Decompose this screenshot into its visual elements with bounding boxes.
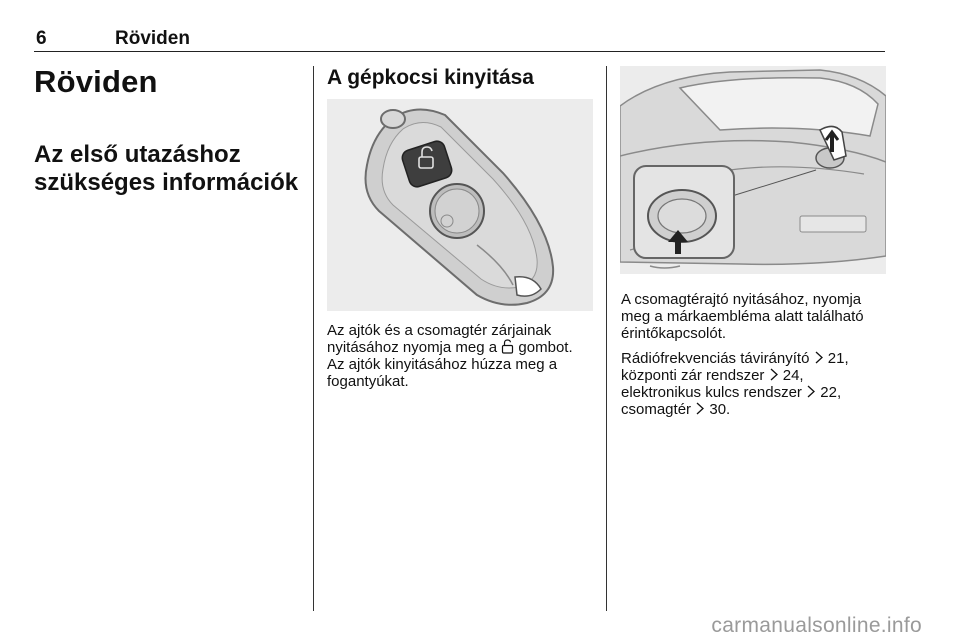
column-divider	[313, 66, 314, 611]
page-reference-arrow-icon	[769, 368, 779, 381]
reference-text: elektronikus kulcs rendszer	[621, 384, 802, 401]
watermark: carmanualsonline.info	[711, 614, 922, 637]
subsection-heading: A gépkocsi kinyitása	[327, 66, 534, 89]
header-rule	[34, 51, 885, 52]
reference-text: központi zár rendszer	[621, 367, 765, 384]
section-title-line: szükséges információk	[34, 169, 299, 196]
cross-reference-link[interactable]	[621, 367, 889, 384]
cross-references	[621, 350, 889, 418]
section-title	[34, 141, 304, 197]
page-number: 6	[36, 28, 47, 49]
reference-page: 22,	[820, 384, 842, 401]
text-line: érintőkapcsolót.	[621, 325, 727, 342]
reference-text: Rádiófrekvenciás távirányító	[621, 350, 810, 367]
cross-reference-link[interactable]	[621, 350, 889, 367]
text-line: A csomagtérajtó nyitásához, nyomja	[621, 291, 862, 308]
reference-text: csomagtér	[621, 401, 692, 418]
reference-page: 21,	[827, 350, 849, 367]
text-span: gombot.	[514, 339, 573, 356]
unlock-icon	[501, 339, 514, 354]
section-title-line: Az első utazáshoz	[34, 141, 241, 168]
cross-reference-link[interactable]	[621, 384, 889, 401]
running-header: Röviden	[115, 28, 190, 49]
cross-reference-link[interactable]	[621, 401, 889, 418]
tailgate-image	[620, 66, 886, 274]
unlock-instructions	[327, 322, 602, 390]
tailgate-instructions	[621, 291, 889, 342]
text-line: Az ajtók kinyitásához húzza meg a	[327, 356, 558, 373]
text-line: Az ajtók és a csomagtér zárjainak	[327, 322, 552, 339]
reference-page: 30.	[709, 401, 731, 418]
page-reference-arrow-icon	[814, 351, 824, 364]
column-divider	[606, 66, 607, 611]
text-line: fogantyúkat.	[327, 373, 409, 390]
text-line	[327, 339, 602, 356]
reference-page: 24,	[782, 367, 804, 384]
page-reference-arrow-icon	[695, 402, 705, 415]
text-line: meg a márkaembléma alatt található	[621, 308, 864, 325]
text-span: nyitásához nyomja meg a	[327, 339, 502, 356]
remote-key-image	[327, 99, 593, 311]
remote-key-figure	[327, 99, 593, 311]
page-reference-arrow-icon	[806, 385, 816, 398]
chapter-title: Röviden	[34, 64, 158, 99]
tailgate-figure	[620, 66, 886, 274]
